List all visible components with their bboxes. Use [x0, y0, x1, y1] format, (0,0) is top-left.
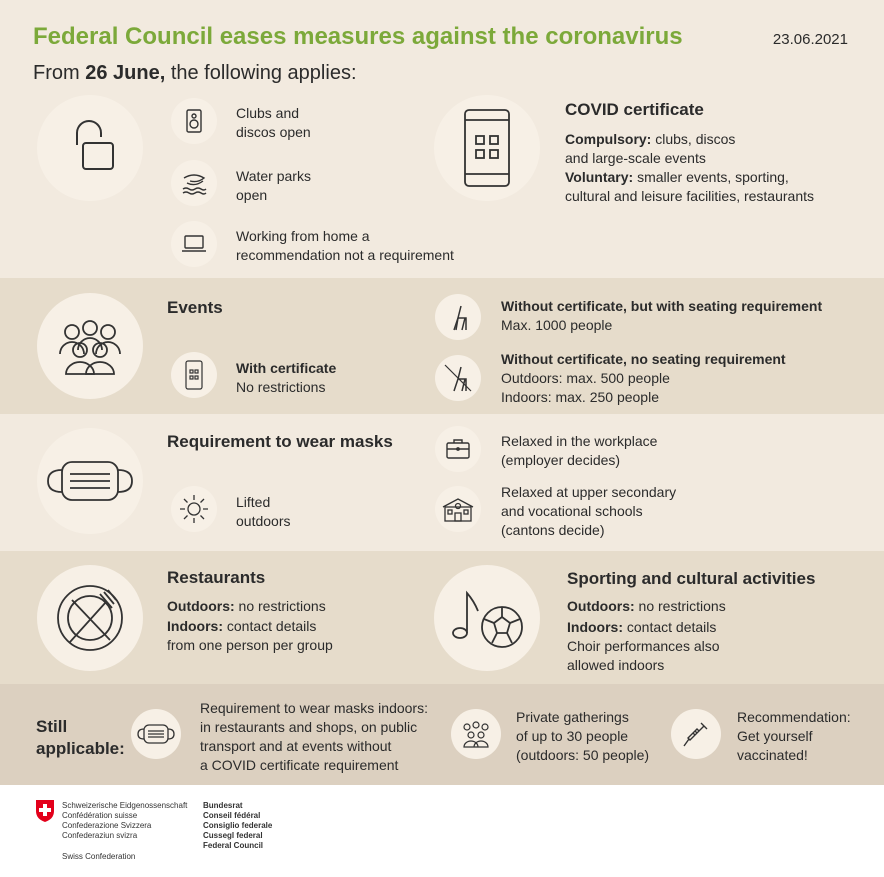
with-cert-label: With certificate: [236, 360, 337, 376]
still-vaccine-text: [737, 708, 851, 765]
smartphone-qr-icon: [171, 352, 217, 398]
clubs-line-2: discos open: [236, 124, 311, 140]
still-gatherings-text: [516, 708, 649, 765]
chair-icon: [435, 294, 481, 340]
laptop-icon: [171, 221, 217, 267]
syringe-icon: [671, 709, 721, 759]
masks-workplace: [501, 432, 657, 470]
covid-cert-title: COVID certificate: [565, 100, 704, 119]
subtitle-suffix: the following applies:: [165, 62, 357, 84]
lifted-line-1: Lifted: [236, 494, 271, 510]
sport-indoors: [567, 618, 726, 637]
lang-italian: Confederazione Svizzera: [62, 821, 152, 830]
music-note-icon: [444, 583, 530, 653]
still-masks-line-4: a COVID certificate requirement: [200, 757, 399, 773]
federation-english: Swiss Confederation: [62, 852, 136, 861]
unseated-outdoor: Outdoors: max. 500 people: [501, 370, 670, 386]
council-german: Bundesrat: [203, 801, 243, 810]
restaurants-outdoors-label: Outdoors:: [167, 598, 235, 614]
subtitle-prefix: From: [33, 62, 86, 84]
briefcase-icon: [435, 426, 481, 472]
crowd-icon: [37, 293, 143, 399]
federal-council-names: [203, 801, 272, 851]
still-applicable-label: [36, 716, 125, 760]
restaurants-title: Restaurants: [167, 568, 266, 587]
unseated-label: Without certificate, no seating requirement: [501, 351, 786, 367]
covid-cert-details: [565, 130, 814, 206]
compulsory-label: Compulsory:: [565, 131, 652, 147]
voluntary-text: smaller events, sporting,: [633, 169, 789, 185]
sport-indoors-label: Indoors:: [567, 619, 623, 635]
homeoffice-text: [236, 227, 454, 265]
vaccine-line-3: vaccinated!: [737, 747, 808, 763]
still-label-1: Still: [36, 717, 68, 736]
sport-outdoors-label: Outdoors:: [567, 598, 635, 614]
sport-title: Sporting and cultural activities: [567, 569, 816, 588]
events-unseated: [501, 350, 786, 407]
still-masks-text: [200, 699, 428, 775]
sport-extra-1: Choir performances also: [567, 638, 720, 654]
council-romansh: Cussegl federal: [203, 831, 263, 840]
restaurants-details: [167, 597, 333, 655]
swiss-cross-icon: [35, 799, 55, 823]
gatherings-line-3: (outdoors: 50 people): [516, 747, 650, 763]
masks-schools: [501, 483, 676, 540]
clubs-line-1: Clubs and: [236, 105, 300, 121]
council-italian: Consiglio federale: [203, 821, 273, 830]
compulsory-text-2: and large-scale events: [565, 150, 706, 166]
gatherings-line-2: of up to 30 people: [516, 728, 629, 744]
lang-romansh: Confederaziun svizra: [62, 831, 138, 840]
crowd-icon: [451, 709, 501, 759]
publication-date: 23.06.2021: [772, 31, 848, 48]
restaurants-indoors: [167, 617, 333, 636]
waterparks-line-1: Water parks: [236, 168, 311, 184]
school-icon: [435, 486, 481, 532]
voluntary-label: Voluntary:: [565, 169, 634, 185]
workplace-line-1: Relaxed in the workplace: [501, 433, 658, 449]
homeoffice-line-1: Working from home a: [236, 228, 370, 244]
music-football-icon: [434, 565, 540, 671]
with-cert-text: No restrictions: [236, 379, 326, 395]
unseated-indoor: Indoors: max. 250 people: [501, 389, 659, 405]
homeoffice-line-2: recommendation not a requirement: [236, 247, 454, 263]
events-seated: [501, 297, 822, 335]
speaker-icon: [171, 98, 217, 144]
sport-outdoors-text: no restrictions: [634, 598, 726, 614]
sport-extra-2: allowed indoors: [567, 657, 665, 673]
compulsory-text: clubs, discos: [651, 131, 736, 147]
council-english: Federal Council: [203, 841, 264, 850]
lang-french: Confédération suisse: [62, 811, 138, 820]
events-with-cert: [236, 359, 336, 397]
sport-details: [567, 597, 726, 675]
open-padlock-icon: [37, 95, 143, 201]
federation-names: [62, 801, 187, 841]
schools-line-2: and vocational schools: [501, 503, 643, 519]
page-subtitle: [33, 62, 357, 85]
restaurants-outdoors: [167, 597, 333, 616]
lifted-line-2: outdoors: [236, 513, 291, 529]
waterparks-line-2: open: [236, 187, 268, 203]
plate-cutlery-icon: [37, 565, 143, 671]
vaccine-line-2: Get yourself: [737, 728, 813, 744]
council-french: Conseil fédéral: [203, 811, 261, 820]
masks-lifted: [236, 493, 290, 531]
lang-german: Schweizerische Eidgenossenschaft: [62, 801, 188, 810]
page-title: Federal Council eases measures against the coronavirus: [33, 23, 683, 50]
still-masks-line-3: transport and at events without: [200, 738, 392, 754]
sport-outdoors: [567, 597, 726, 616]
covid-cert-voluntary: [565, 168, 814, 187]
voluntary-text-2: cultural and leisure facilities, restaurants: [565, 188, 815, 204]
restaurants-indoors-text: contact details: [223, 618, 317, 634]
schools-line-1: Relaxed at upper secondary: [501, 484, 677, 500]
subtitle-date: 26 June,: [85, 62, 166, 84]
still-label-2: applicable:: [36, 739, 125, 758]
face-mask-icon: [37, 428, 143, 534]
workplace-line-2: (employer decides): [501, 452, 621, 468]
smartphone-qr-icon: [434, 95, 540, 201]
schools-line-3: (cantons decide): [501, 522, 605, 538]
sport-indoors-text: contact details: [623, 619, 717, 635]
face-mask-icon: [131, 709, 181, 759]
waterparks-text: [236, 167, 311, 205]
seated-text: Max. 1000 people: [501, 317, 613, 333]
seated-label: Without certificate, but with seating requirement: [501, 298, 823, 314]
vaccine-line-1: Recommendation:: [737, 709, 851, 725]
restaurants-indoors-label: Indoors:: [167, 618, 223, 634]
gatherings-line-1: Private gatherings: [516, 709, 629, 725]
restaurants-extra: from one person per group: [167, 637, 333, 653]
sun-icon: [171, 486, 217, 532]
masks-title: Requirement to wear masks: [167, 432, 393, 451]
events-title: Events: [167, 298, 223, 317]
covid-cert-compulsory: [565, 130, 814, 149]
water-slide-icon: [171, 160, 217, 206]
restaurants-outdoors-text: no restrictions: [234, 598, 326, 614]
still-masks-line-2: in restaurants and shops, on public: [200, 719, 418, 735]
crossed-chair-icon: [435, 355, 481, 401]
still-masks-line-1: Requirement to wear masks indoors:: [200, 700, 428, 716]
clubs-text: [236, 104, 311, 142]
